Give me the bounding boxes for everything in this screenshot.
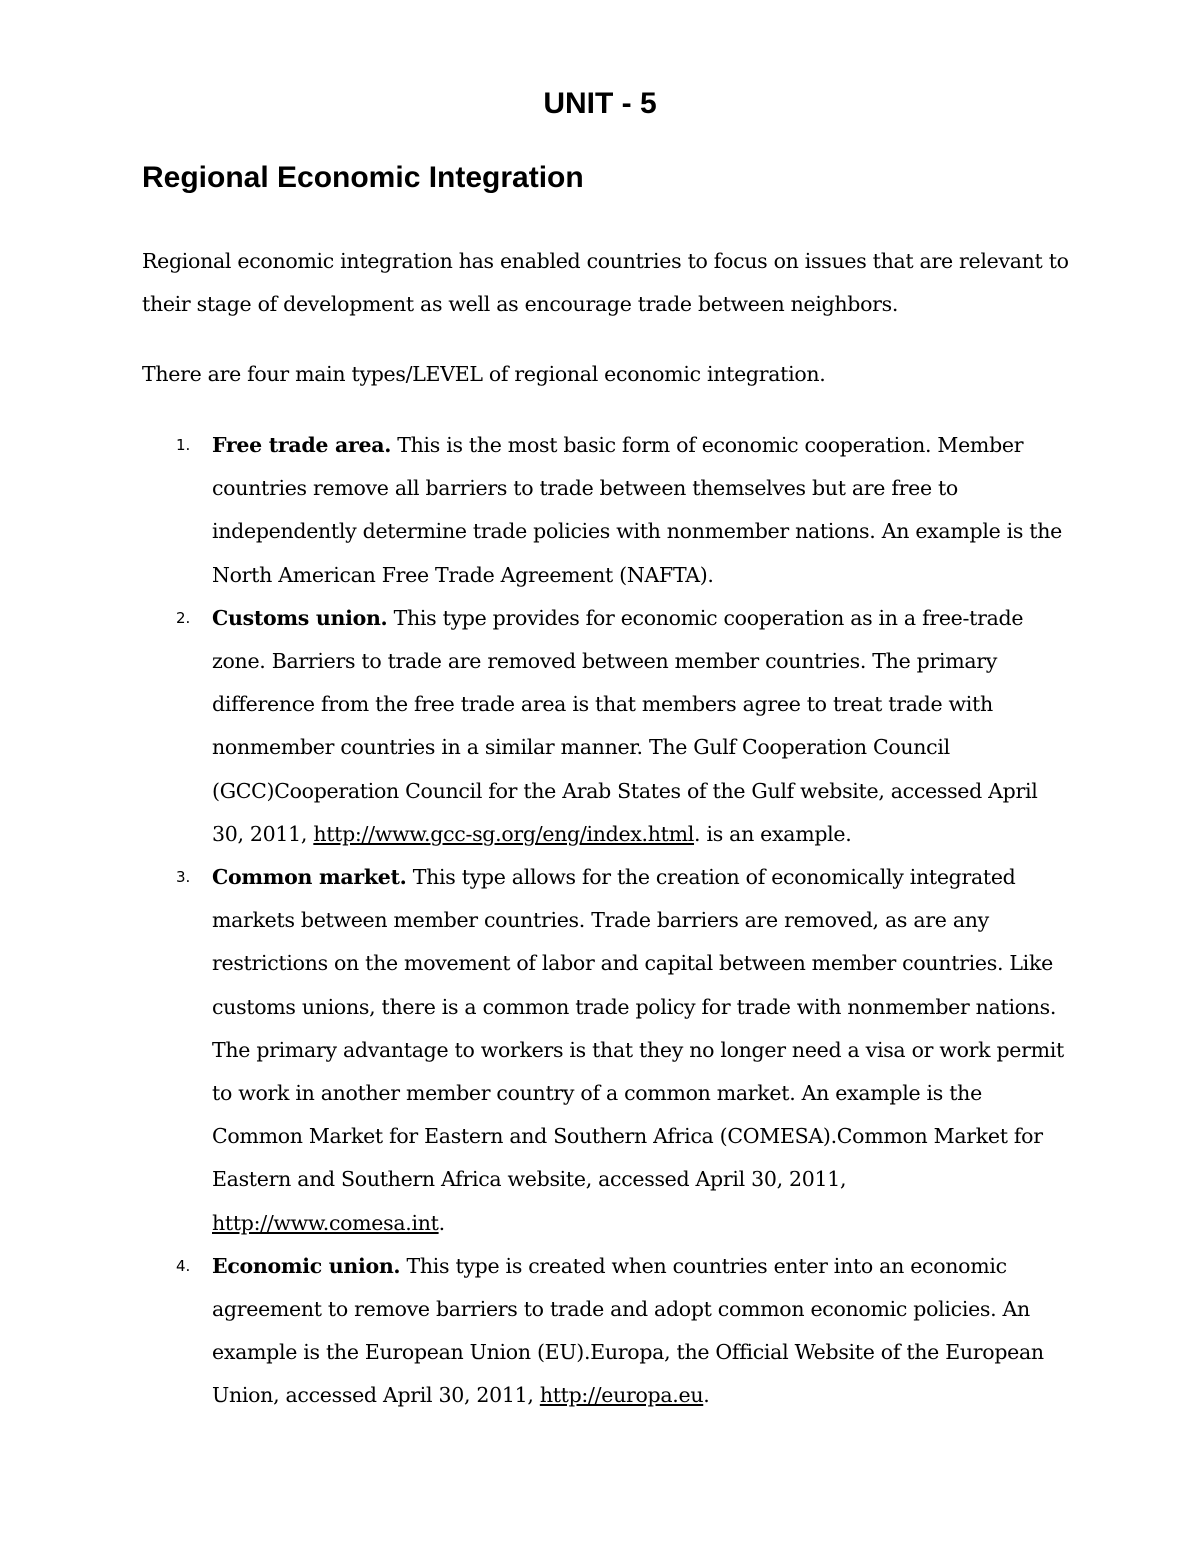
list-item-term: Customs union. — [212, 605, 388, 630]
list-item-description: This type provides for economic cooperation as in a free-trade zone. Barriers to trade are removed between member countries. The primary difference from the free trade area is that members agree to treat trade with nonmember countries in a similar manner. The Gulf Cooperation Council (GCC)Cooperation Council for the Arab States of the Gulf website, accessed April 30, 2011, — [212, 605, 1038, 846]
list-item-suffix: . — [438, 1210, 445, 1235]
list-item-description: This is the most basic form of economic cooperation. Member countries remove all barriers to trade between themselves but are free to independently determine trade policies with nonmember nations. An example is the North American Free Trade Agreement (NAFTA). — [212, 433, 1062, 587]
intro-paragraph: Regional economic integration has enabled countries to focus on issues that are relevant to their stage of development as well as encourage trade between neighbors. — [142, 249, 1069, 317]
list-item-suffix: . — [703, 1383, 710, 1408]
list-item-number: 2. — [176, 608, 191, 627]
list-item-term: Free trade area. — [212, 433, 392, 457]
list-item-common-market — [0, 856, 1072, 1245]
list-item-number: 4. — [176, 1256, 191, 1275]
list-item-number: 3. — [176, 868, 191, 887]
list-item-description: This type is created when countries enter into an economic agreement to remove barriers to trade and adopt common economic policies. An example is the European Union (EU).Europa, the Official Website of the European Union, accessed April 30, 2011, — [212, 1253, 1044, 1408]
list-item-description: This type allows for the creation of economically integrated markets between member countries. Trade barriers are removed, as are any restrictions on the movement of labor and capital between member countries. Like customs unions, there is a common trade policy for trade with nonmember nations. The primary advantage to workers is that they no longer need a visa or work permit to work in another member country of a common market. An example is the Common Market for Eastern and Southern Africa (COMESA).Common Market for Eastern and Southern Africa website, accessed April 30, 2011, — [212, 865, 1064, 1192]
unit-title: UNIT - 5 — [543, 87, 657, 120]
list-item-suffix: . is an example. — [694, 821, 852, 846]
list-item-economic-union — [0, 1245, 1072, 1418]
list-item-term: Economic union. — [212, 1253, 401, 1278]
gcc-link[interactable]: http://www.gcc-sg.org/eng/index.html — [313, 821, 695, 846]
list-item-term: Common market. — [212, 865, 407, 890]
types-intro: There are four main types/LEVEL of regional economic integration. — [142, 362, 826, 386]
comesa-link[interactable]: http://www.comesa.int — [212, 1210, 439, 1235]
list-item-number: 1. — [176, 436, 191, 454]
integration-types-list — [0, 424, 1200, 1418]
europa-link[interactable]: http://europa.eu — [539, 1383, 704, 1408]
list-item-customs-union — [0, 597, 1072, 856]
list-item-free-trade-area — [0, 424, 1072, 597]
section-heading: Regional Economic Integration — [142, 161, 584, 194]
